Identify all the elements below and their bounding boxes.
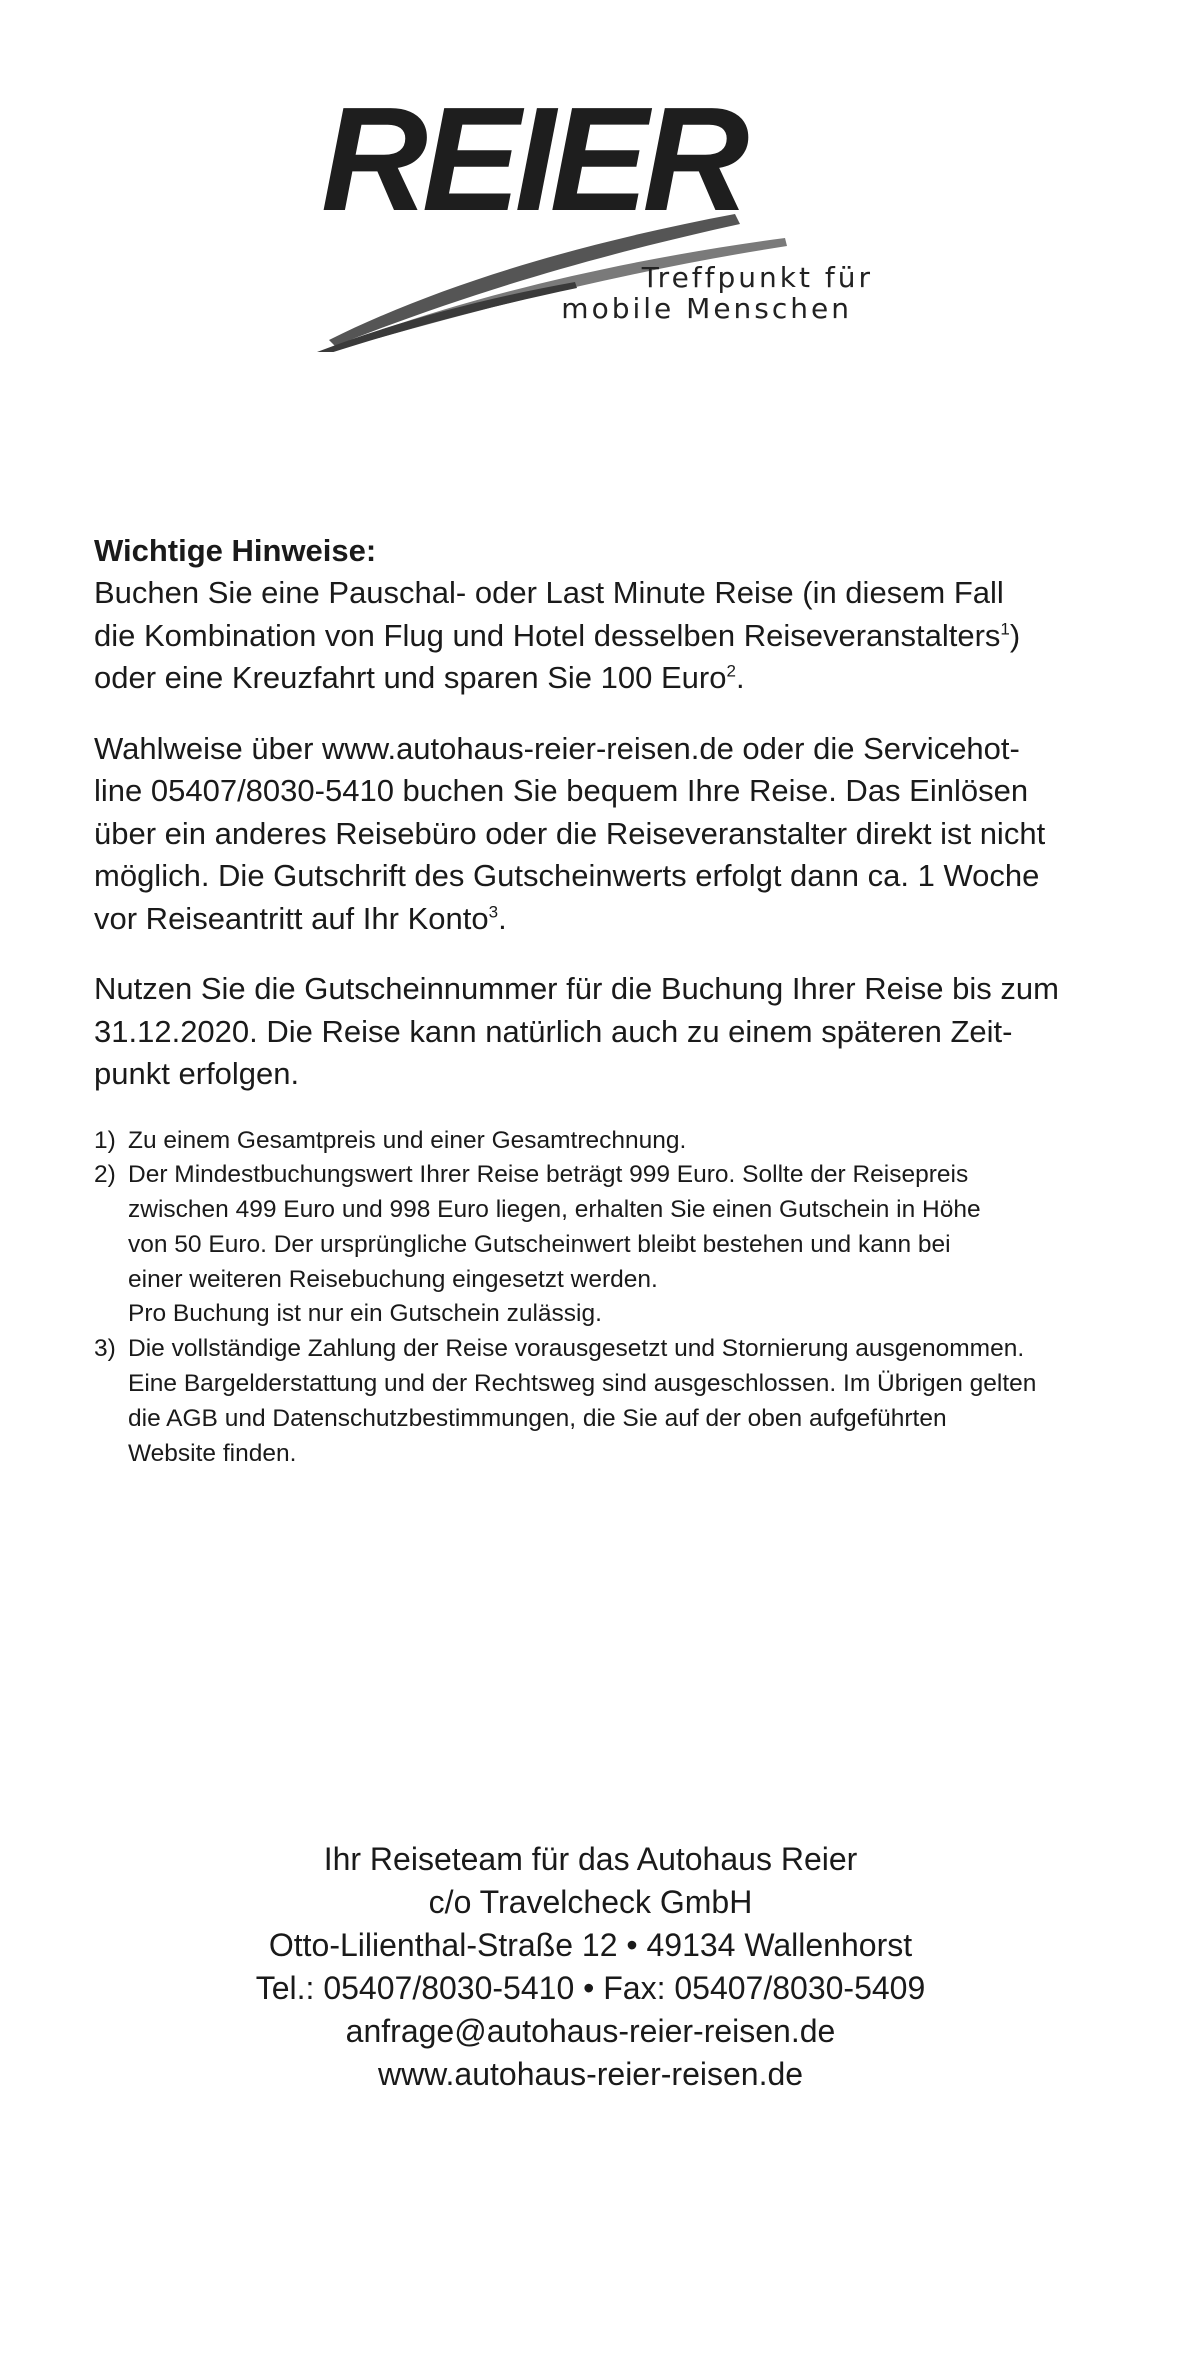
footnote-item [94, 1158, 1134, 1332]
footnote-number: 3) [94, 1335, 116, 1363]
para3-line: punkt erfolgen. [94, 1056, 300, 1091]
footnote-text [128, 1124, 1134, 1159]
contact-address: Otto-Lilienthal-Straße 12 • 49134 Wallenhorst [268, 1927, 913, 1963]
footnote-line: Der Mindestbuchungswert Ihrer Reise beträgt 999 Euro. Sollte der Reisepreis [128, 1161, 969, 1189]
footnote-line: Eine Bargelderstattung und der Rechtsweg sind ausgeschlossen. Im Übrigen gelten [128, 1370, 1037, 1398]
footnote-line: Pro Buchung ist nur ein Gutschein zulässig. [128, 1300, 602, 1328]
contact-company: c/o Travelcheck GmbH [428, 1884, 753, 1920]
para2-last-tail: . [498, 900, 507, 936]
para2-line: möglich. Die Gutschrift des Gutscheinwerts erfolgt dann ca. 1 Woche [94, 858, 1040, 893]
notice-section [94, 530, 1134, 1471]
footnote-line: Die vollständige Zahlung der Reise vorausgesetzt und Stornierung ausgenommen. [128, 1335, 1025, 1363]
footnote-ref-1: 1 [1000, 619, 1010, 639]
footnote-line: von 50 Euro. Der ursprüngliche Gutscheinwert bleibt bestehen und kann bei [128, 1230, 951, 1258]
footnote-item [94, 1124, 1134, 1159]
contact-block [0, 1838, 1181, 2096]
reier-logo [315, 62, 885, 352]
footnote-ref-2: 2 [726, 661, 736, 681]
para2-line: line 05407/8030-5410 buchen Sie bequem Ihre Reise. Das Einlösen [94, 773, 1029, 808]
footnote-number: 2) [94, 1161, 116, 1189]
footnote-line: Zu einem Gesamtpreis und einer Gesamtrechnung. [128, 1126, 687, 1154]
para1-line3: oder eine Kreuzfahrt und sparen Sie 100 Euro [94, 660, 727, 695]
para2-line: Wahlweise über www.autohaus-reier-reisen.de oder die Servicehot- [94, 730, 1020, 766]
logo-tagline-2: mobile Menschen [561, 292, 852, 325]
para1-line2: die Kombination von Flug und Hotel desselben Reiseveranstalters [94, 617, 1001, 653]
footnote-line: Website finden. [128, 1439, 297, 1467]
para2-last-line: vor Reiseantritt auf Ihr Konto [94, 900, 489, 936]
para1-line1: Buchen Sie eine Pauschal- oder Last Minute Reise (in diesem Fall [94, 575, 1004, 610]
footnote-item [94, 1332, 1134, 1471]
logo-wordmark: REIER [321, 77, 744, 242]
footnotes-list [94, 1124, 1134, 1472]
contact-team: Ihr Reiseteam für das Autohaus Reier [323, 1841, 858, 1877]
notice-paragraph-2 [94, 728, 1134, 941]
footnote-text [128, 1332, 1134, 1471]
footnote-line: zwischen 499 Euro und 998 Euro liegen, erhalten Sie einen Gutschein in Höhe [128, 1196, 981, 1224]
para1-line2-tail: ) [1009, 617, 1021, 653]
contact-phone-fax: Tel.: 05407/8030-5410 • Fax: 05407/8030-5409 [255, 1970, 926, 2006]
footnote-number: 1) [94, 1126, 116, 1154]
para1-line3-tail: . [735, 660, 745, 695]
logo-tagline-1: Treffpunkt für [641, 261, 873, 294]
para2-line: über ein anderes Reisebüro oder die Reiseveranstalter direkt ist nicht [94, 815, 1046, 851]
contact-email-link[interactable]: anfrage@autohaus-reier-reisen.de [345, 2013, 836, 2049]
para3-line: Nutzen Sie die Gutscheinnummer für die Buchung Ihrer Reise bis zum [94, 971, 1059, 1006]
notice-paragraph-1 [94, 572, 1134, 700]
footnote-line: die AGB und Datenschutzbestimmungen, die Sie auf der oben aufgeführten [128, 1404, 947, 1432]
notice-heading: Wichtige Hinweise: [94, 533, 377, 568]
para3-line: 31.12.2020. Die Reise kann natürlich auch zu einem späteren Zeit- [94, 1013, 1013, 1049]
footnote-line: einer weiteren Reisebuchung eingesetzt werden. [128, 1265, 658, 1293]
notice-paragraph-3 [94, 968, 1134, 1096]
footnote-text [128, 1158, 1134, 1332]
footnote-ref-3: 3 [488, 902, 499, 922]
contact-website-link[interactable]: www.autohaus-reier-reisen.de [377, 2056, 804, 2092]
